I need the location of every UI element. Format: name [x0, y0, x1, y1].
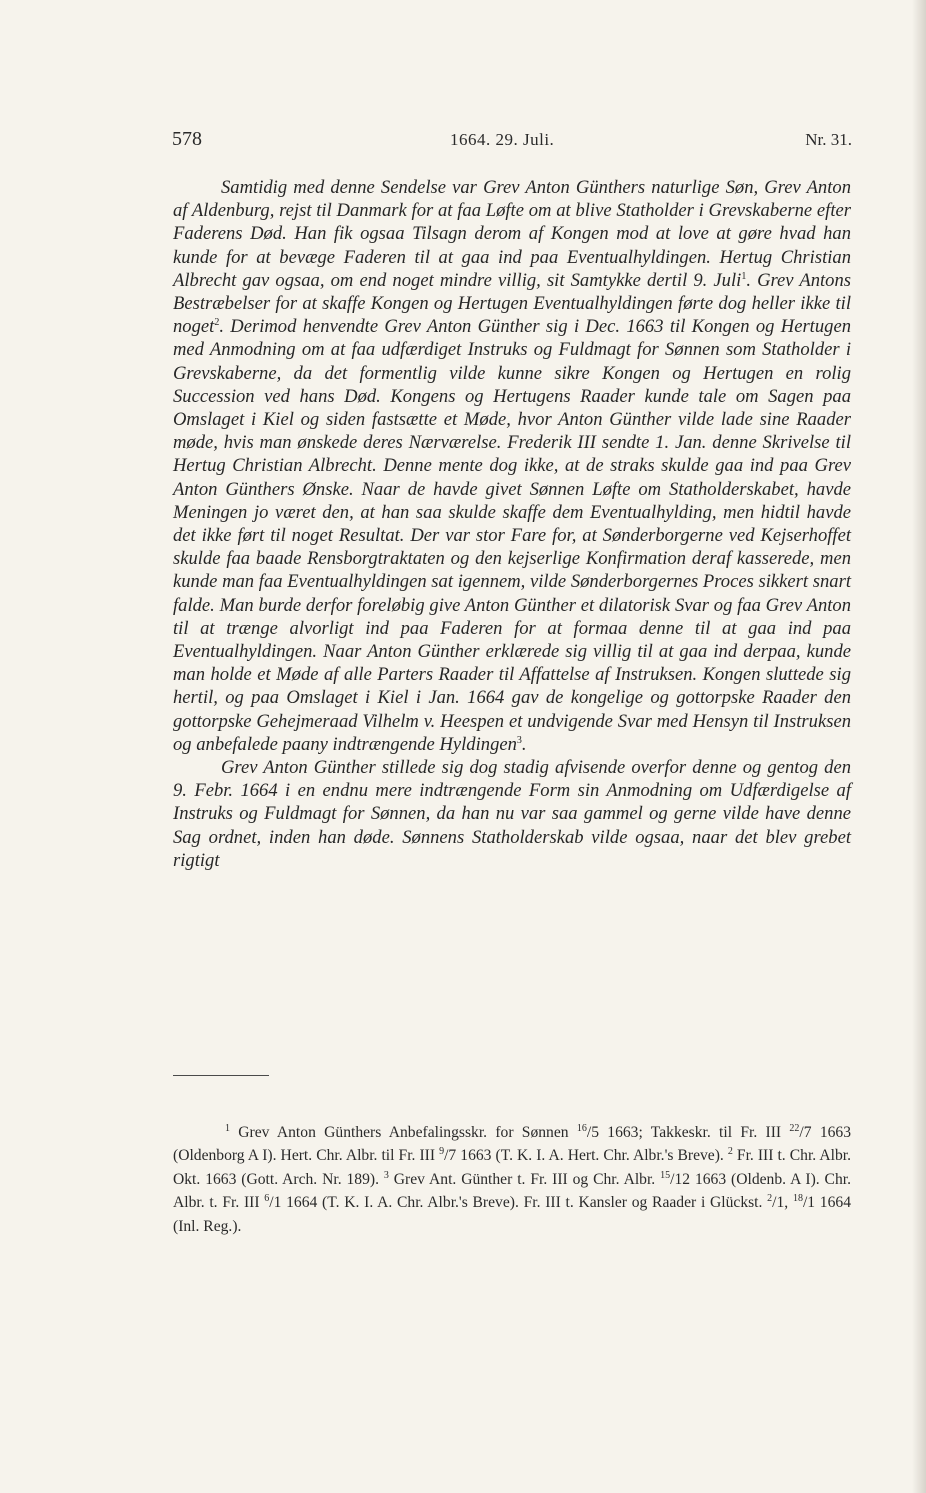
date-denominator: /1 [772, 1194, 785, 1212]
date-denominator: /5 [586, 1124, 599, 1141]
footnote-text: Grev Ant. Günther t. Fr. III og Chr. Albr. [388, 1170, 661, 1188]
footnote-text: 1663; Takkeskr. til Fr. III [599, 1124, 790, 1141]
header-number: Nr. 31. [805, 130, 852, 149]
date-numerator: 18 [792, 1193, 803, 1205]
footnote-ref-3[interactable]: 3 [516, 734, 522, 746]
date-denominator: /1 [269, 1194, 282, 1212]
footnote-ref-2[interactable]: 2 [214, 317, 220, 329]
date-denominator: /7 [444, 1147, 457, 1165]
date-denominator: /12 [670, 1170, 691, 1188]
date-numerator: 16 [576, 1122, 587, 1134]
date-numerator: 2 [767, 1193, 773, 1205]
date-numerator: 6 [264, 1193, 270, 1205]
date-numerator: 9 [439, 1146, 445, 1158]
footnote-divider [173, 1075, 269, 1076]
footnote-text: 1663 (Oldenb. A I). Chr. Albr. t. Fr. III [173, 1170, 851, 1212]
paragraph-1-part-b: . Grev Antons Bestræbelser for at skaffe Kongen og Hertugen Eventualhyldingen førte dog heller ikke til noget [173, 269, 851, 338]
page-edge-shadow [912, 0, 926, 1493]
header-date: 1664. 29. Juli. [450, 130, 555, 149]
footnote-marker-2: 2 [727, 1146, 733, 1158]
main-text [173, 176, 851, 872]
paragraph-2: Grev Anton Günther stillede sig dog stadig afvisende overfor denne og gentog den 9. Febr. 1664 i en endnu mere indtrængende Form sin Anmodning om Udfærdigelse af Instruks og Fuldmagt for Sønnen, da han nu var saa gammel og gerne vilde have denne Sag ordnet, inden han døde. Sønnens Statholderskab vilde ogsaa, naar det blev grebet rigtigt [173, 757, 851, 871]
paragraph-1-part-d: . [521, 733, 527, 755]
footnote-text: 1663 (T. K. I. A. Hert. Chr. Albr.'s Breve). [456, 1147, 728, 1165]
page-number: 578 [172, 128, 202, 150]
footnote-text: 1664 (T. K. I. A. Chr. Albr.'s Breve). Fr. III t. Kansler og Raader i Glückst. [281, 1194, 768, 1212]
paragraph-1-part-c: . Derimod henvendte Grev Anton Günther sig i Dec. 1663 til Kongen og Hertugen med Anmodning om at faa udfærdiget Instruks og Fuldmagt for Sønnen som Statholder i Grevskaberne, da det formentlig vilde kunne sikre Kongen og Hertugen en rolig Succession ved hans Død. Kongens og Hertugens Raader kunde tale om Sagen paa Omslaget i Kiel og siden fastsætte et Møde, hvor Anton Günther vilde lade sine Raader møde, hvis man ønskede deres Nærværelse. Frederik III sendte 1. Jan. denne Skrivelse til Hertug Christian Albrecht. Denne mente dog ikke, at de straks skulde gaa ind paa Grev Anton Günthers Ønske. Naar de havde givet Sønnen Løfte om Statholderskabet, havde Meningen jo været den, at han saa skulde skaffe dem Eventualhylding, men hidtil havde det ikke ført til noget Resultat. Der var stor Fare for, at Sønderborgerne ved Kejserhoffet skulde faa baade Rensborgtraktaten og den kejserlige Konfirmation deraf kasserede, men kunde man faa Eventualhyldingen sat igennem, vilde Sønderborgernes Proces sikkert snart falde. Man burde derfor foreløbig give Anton Günther et dilatorisk Svar og faa Grev Anton til at trænge alvorligt ind paa Faderen for at formaa denne til at gaa ind paa Eventualhyldingen. Naar Anton Günther erklærede sig villig til at gaa ind derpaa, kunde man holde et Møde af alle Parters Raader til Affattelse af Instruksen. Kongen sluttede sig hertil, og paa Omslaget i Kiel i Jan. 1664 gav de kongelige og gottorpske Raader den gottorpske Gehejmeraad Vilhelm v. Heespen et undvigende Svar med Hensyn til Instruksen og anbefalede paany indtrængende Hyldingen [173, 316, 851, 755]
footnote-marker-3: 3 [383, 1169, 389, 1181]
footnote-marker-1: 1 [225, 1122, 230, 1134]
paragraph-1 [173, 176, 851, 756]
date-numerator: 15 [660, 1169, 671, 1181]
footnotes [173, 1121, 851, 1238]
footnote-ref-1[interactable]: 1 [741, 270, 747, 282]
date-denominator: /7 [799, 1124, 812, 1141]
footnote-text: Grev Anton Günthers Anbefalingsskr. for Sønnen [230, 1124, 577, 1141]
paragraph-1-part-a: Samtidig med denne Sendelse var Grev Anton Günthers naturlige Søn, Grev Anton af Aldenburg, rejst til Danmark for at faa Løfte om at blive Statholder i Grevskaberne efter Faderens Død. Han fik ogsaa Tilsagn derom af Kongen mod at love at gøre hvad han kunde for at bevæge Faderen til at gaa ind paa Eventualhyldingen. Hertug Christian Albrecht gav ogsaa, om end noget mindre villig, sit Samtykke dertil 9. Juli [173, 177, 851, 291]
footnote-text: 1664 (Inl. Reg.). [173, 1194, 851, 1235]
footnote-text: , [784, 1194, 793, 1212]
footnote-text: 1663 (Oldenborg A I). Hert. Chr. Albr. til Fr. III [173, 1124, 852, 1165]
footnote-text: Fr. III t. Chr. Albr. Okt. 1663 (Gott. Arch. Nr. 189). [173, 1147, 851, 1188]
running-header [172, 128, 852, 158]
date-numerator: 22 [789, 1122, 800, 1134]
date-denominator: /1 [802, 1194, 816, 1212]
